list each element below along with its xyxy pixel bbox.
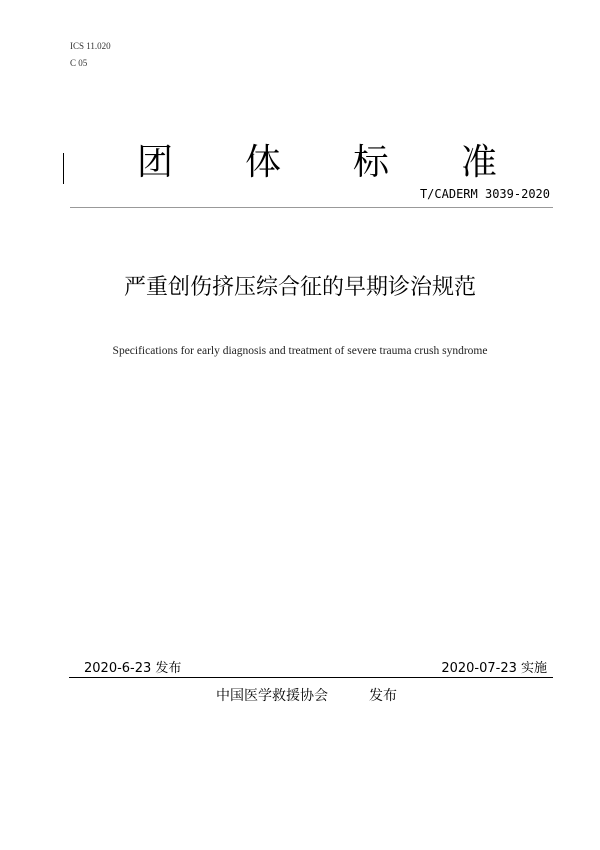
text-cursor <box>63 153 64 184</box>
title-cn: 严重创伤挤压综合征的早期诊治规范 <box>123 275 476 300</box>
title-en: Specifications for early diagnosis and treatment of severe trauma crush syndrome <box>112 345 488 357</box>
header-divider <box>70 207 553 208</box>
category-char: 团 <box>137 142 174 183</box>
category-char: 体 <box>245 142 282 183</box>
publisher-action: 发布 <box>369 688 397 704</box>
publisher-name: 中国医学救援协会 <box>216 688 328 704</box>
category-char: 准 <box>461 142 498 183</box>
ics-code: ICS 11.020 <box>70 41 111 51</box>
issue-date: 2020-6-23 发布 <box>84 661 182 676</box>
ccs-code: C 05 <box>70 58 88 68</box>
category-char: 标 <box>353 142 390 183</box>
standard-code: T/CADERM 3039-2020 <box>419 187 550 201</box>
implement-date: 2020-07-23 实施 <box>441 661 547 676</box>
footer-divider <box>69 677 553 678</box>
